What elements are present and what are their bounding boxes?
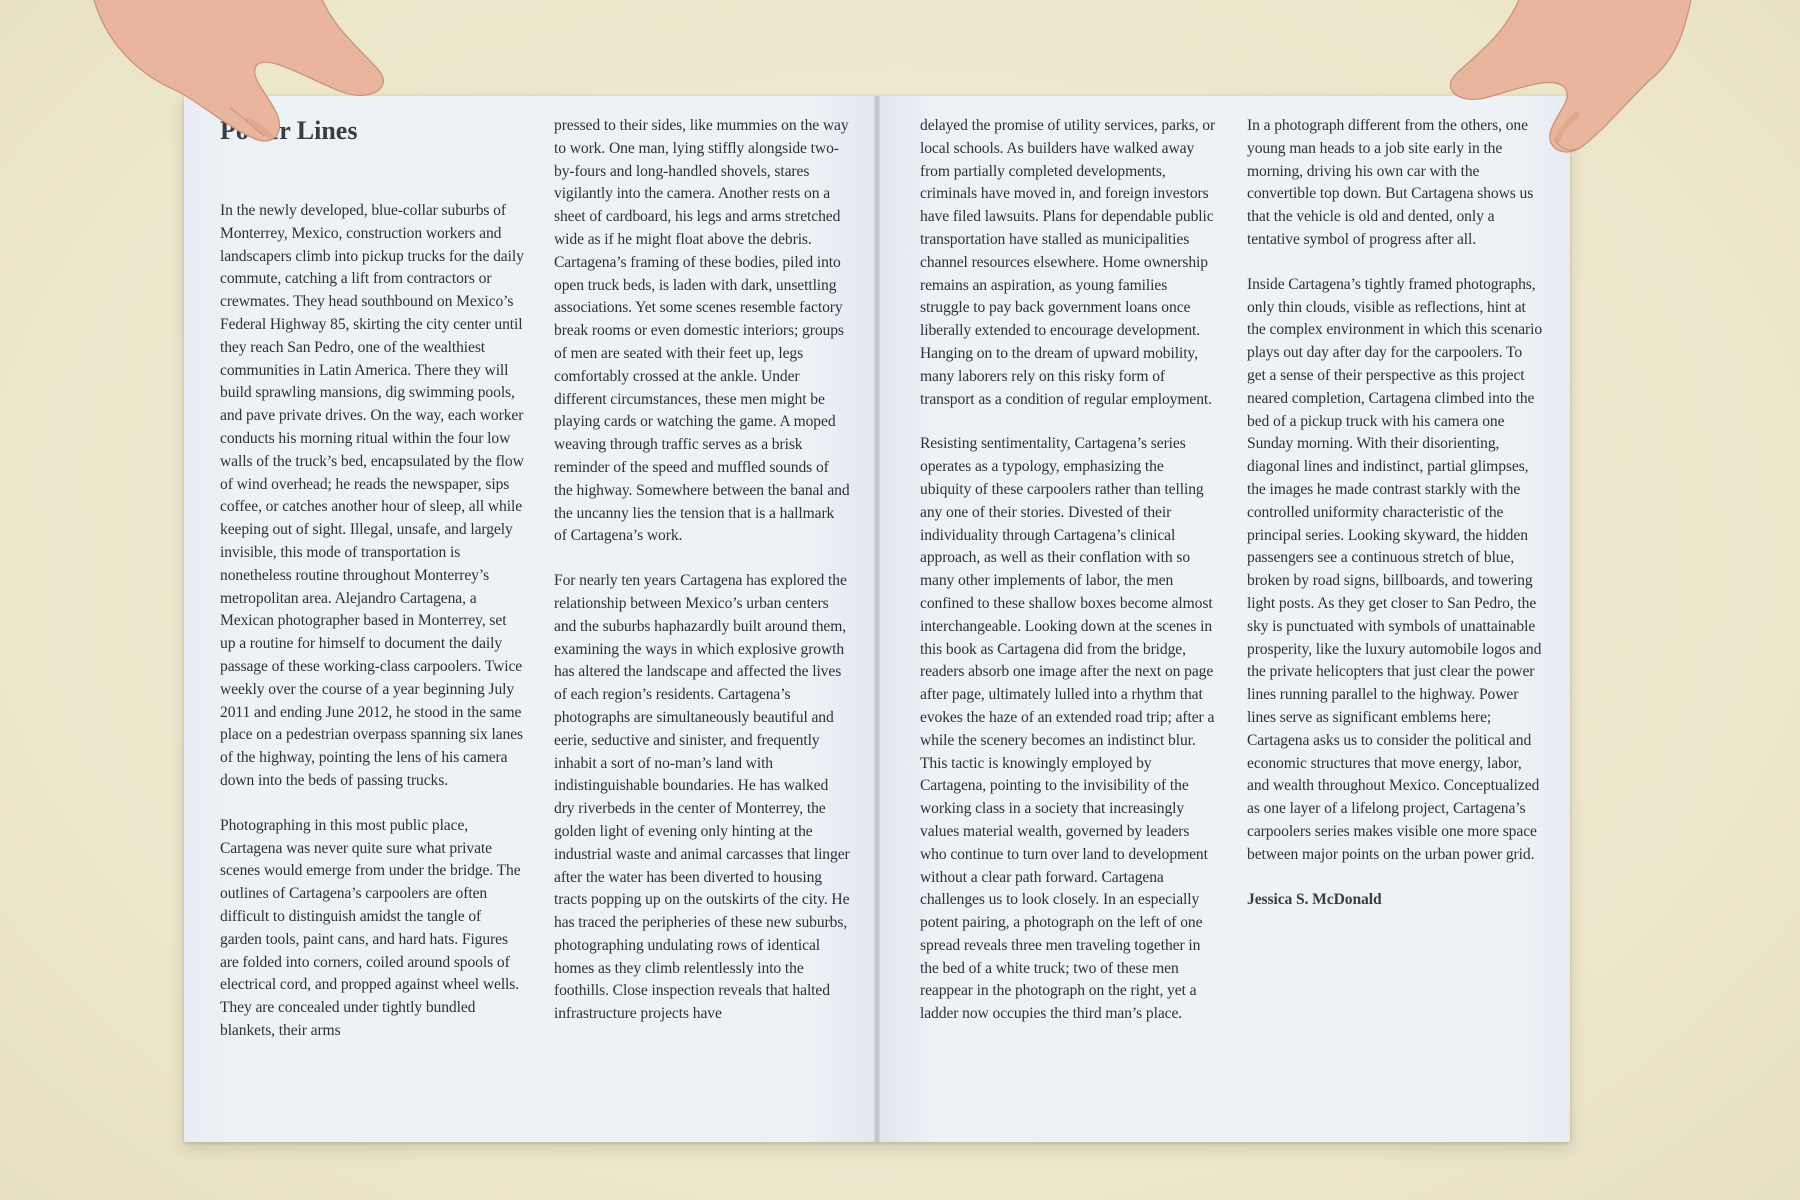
right-page [877,96,1570,1142]
paragraph: delayed the promise of utility services, parks, or local schools. As builders have walked away from partially completed developments, criminals have moved in, and foreign investors have filed lawsuits. Plans for dependable public transportation have stalled as municipalities channel resources elsewhere. Home ownership remains an aspiration, as young families struggle to pay back government loans once liberally extended to encourage development. Hanging on to the dream of upward mobility, many laborers rely on this risky form of transport as a condition of regular employment. [920,117,1216,408]
booklet-spine [874,96,880,1142]
left-hand [80,0,410,155]
author-byline: Jessica S. McDonald [1247,890,1382,908]
open-booklet [184,96,1570,1142]
paragraph: In a photograph different from the others, one young man heads to a job site early in the morning, driving his own car with the convertible top down. But Cartagena shows us that the vehicle is old and dented, only a tentative symbol of progress after all. [1247,117,1534,248]
text-column-4 [1247,115,1543,933]
right-hand [1375,0,1705,170]
paragraph: In the newly developed, blue-collar suburbs of Monterrey, Mexico, construction workers and landscapers climb into pickup trucks for the daily commute, catching a lift from contractors or crewmates. They head southbound on Mexico’s Federal Highway 85, skirting the city center until they reach San Pedro, one of the wealthiest communities in Latin America. There they will build sprawling mansions, dig swimming pools, and pave private drives. On the way, each worker conducts his morning ritual within the four low walls of the truck’s bed, encapsulated by the flow of wind overhead; he reads the newspaper, sips coffee, or catches another hour of sleep, all while keeping out of sight. Illegal, unsafe, and largely invisible, this mode of transportation is nonetheless routine throughout Monterrey’s metropolitan area. Alejandro Cartagena, a Mexican photographer based in Monterrey, set up a routine for himself to document the daily passage of these working-class carpoolers. Twice weekly over the course of a year beginning July 2011 and ending June 2012, he stood in the same place on a pedestrian overpass spanning six lanes of the highway, pointing the lens of his camera down into the beds of passing trucks. [220,202,524,789]
text-column-2 [554,115,850,1048]
article-title: Power Lines [220,116,358,145]
text-column-1 [220,200,525,1065]
paragraph: pressed to their sides, like mummies on the way to work. One man, lying stiffly alongside two-by-fours and long-handled shovels, stares vigilantly into the camera. Another rests on a sheet of cardboard, his legs and arms stretched wide as if he might float above the debris. Cartagena’s framing of these bodies, piled into open truck beds, is laden with dark, unsettling associations. Yet some scenes resemble factory break rooms or even domestic interiors; groups of men are seated with their feet up, legs comfortably crossed at the ankle. Under different circumstances, these men might be playing cards or watching the game. A moped weaving through traffic serves as a brisk reminder of the speed and muffled sounds of the highway. Somewhere between the banal and the uncanny lies the tension that is a hallmark of Cartagena’s work. [554,117,850,545]
paragraph: Photographing in this most public place, Cartagena was never quite sure what private scenes would emerge from under the bridge. The outlines of Cartagena’s carpoolers are often difficult to distinguish amidst the tangle of garden tools, paint cans, and hard hats. Figures are folded into corners, coiled around spools of electrical cord, and propped against wheel wells. They are concealed under tightly bundled blankets, their arms [220,816,521,1039]
paragraph: Resisting sentimentality, Cartagena’s series operates as a typology, emphasizing the ubiquity of these carpoolers rather than telling any one of their stories. Divested of their individuality through Cartagena’s clinical approach, as well as their conflation with so many other implements of labor, the men confined to these shallow boxes become almost interchangeable. Looking down at the scenes in this book as Cartagena did from the bridge, readers absorb one image after the next on page after page, ultimately lulled into a rhythm that evokes the haze of an extended road trip; after a while the scenery becomes an indistinct blur. This tactic is knowingly employed by Cartagena, pointing to the invisibility of the working class in a society that increasingly values material wealth, governed by leaders who continue to turn over land to development without a clear path forward. Cartagena challenges us to look closely. In an especially potent pairing, a photograph on the left of one spread reveals three men traveling together in the bed of a white truck; two of these men reappear in the photograph on the right, yet a ladder now occupies the third man’s place. [920,435,1215,1023]
text-column-3 [920,115,1216,1048]
left-page [184,96,877,1142]
paragraph: For nearly ten years Cartagena has explored the relationship between Mexico’s urban centers and the suburbs haphazardly built around them, examining the ways in which explosive growth has altered the landscape and affected the lives of each region’s residents. Cartagena’s photographs are simultaneously beautiful and eerie, seductive and sinister, and frequently inhabit a sort of no-man’s land with indistinguishable boundaries. He has walked dry riverbeds in the center of Monterrey, the golden light of evening only hinting at the industrial waste and animal carcasses that linger after the water has been diverted to housing tracts popping up on the outskirts of the city. He has traced the peripheries of these new suburbs, photographing undulating rows of identical homes as they climb relentlessly into the foothills. Close inspection reveals that halted infrastructure projects have [554,572,850,1023]
paragraph: Inside Cartagena’s tightly framed photographs, only thin clouds, visible as reflections, hint at the complex environment in which this scenario plays out day after day for the carpoolers. To get a sense of their perspective as this project neared completion, Cartagena climbed into the bed of a pickup truck with his camera one Sunday morning. With their disorienting, diagonal lines and indistinct, partial glimpses, the images he made contrast starkly with the controlled uniformity characteristic of the principal series. Looking skyward, the hidden passengers see a continuous stretch of blue, broken by road signs, billboards, and towering light posts. As they get closer to San Pedro, the sky is punctuated with symbols of unattainable prosperity, like the luxury automobile logos and the private helicopters that just clear the power lines running parallel to the highway. Power lines serve as significant emblems here; Cartagena asks us to consider the political and economic structures that move energy, labor, and wealth throughout Mexico. Conceptualized as one layer of a lifelong project, Cartagena’s carpoolers series makes visible one more space between major points on the urban power grid. [1247,275,1543,863]
